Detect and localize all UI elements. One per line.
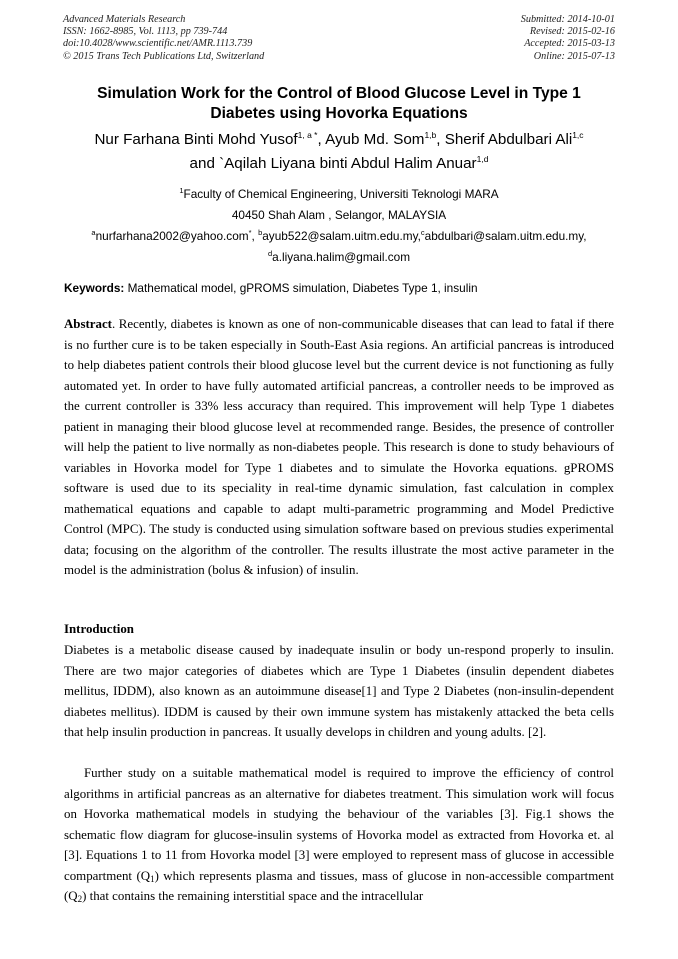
author-name: Sherif Abdulbari Ali [444, 131, 573, 148]
abstract-text: . Recently, diabetes is known as one of non-communicable diseases that can lead to fatal if there is no further cure is to be taken especially in South-East Asia regions. An artificial pancreas is introduced to help diabetes patient controls their blood glucose level but the current device is not functioning as fully automated yet. In order to have fully automated artificial pancreas, a controller needs to be improved as the current controller is 33% less accuracy than required. This improvement will help Type 1 diabetes patient in managing their blood glucose level at recommended range. Besides, the presence of controller will help the patient to live normally as non-diabetes people. This research is done to study behaviours of variables in Hovorka model for Type 1 diabetes and to simulate the Hovorka equations. gPROMS software is used due to its speciality in real-time dynamic simulation, fast calculation in complex mathematical equations and capable to adapt multi-parametric programming and Model Predictive Control (MPC). The study is conducted using simulation software based on previous studies experimental data; focusing on the algorithm of the controller. The results illustrate the most active parameter in the model is the administration (bolus & infusion) of insulin. [64, 317, 614, 577]
journal-issn: ISSN: 1662-8985, Vol. 1113, pp 739-744 [63, 26, 228, 38]
introduction-paragraph-1: Diabetes is a metabolic disease caused by inadequate insulin or body un-respond properly to insulin. There are two major categories of diabetes which are Type 1 Diabetes (insulin dependent diabetes mellitus, IDDM), also known as an autoimmune disease[1] and Type 2 Diabetes (non-insulin-dependent diabetes mellitus). IDDM is caused by their own immune system has mistakenly attacked the beta cells that help insulin production in pancreas. It usually develops in children and young adults. [2]. [64, 643, 614, 739]
author-name: Nur Farhana Binti Mohd Yusof [94, 131, 298, 148]
email-link[interactable]: a.liyana.halim@gmail.com [272, 250, 411, 264]
author-separator: , [436, 131, 445, 148]
journal-name: Advanced Materials Research [63, 14, 186, 25]
keywords [64, 281, 616, 295]
keywords-text: Mathematical model, gPROMS simulation, Diabetes Type 1, insulin [124, 281, 478, 295]
paper-title [60, 84, 618, 124]
author-list [40, 128, 638, 176]
affil-mark: 1 [179, 186, 184, 195]
affiliation-line-1 [40, 184, 638, 205]
paragraph-text: ) which represents plasma and tissues, mass of glucose in non-accessible compartment (Q [64, 868, 614, 903]
corresponding-mark: * [248, 228, 252, 237]
author-affil-mark: 1,c [572, 130, 584, 140]
date-submitted: Submitted: 2014-10-01 [520, 14, 615, 25]
author-name: `Aqilah Liyana binti Abdul Halim Anuar [219, 155, 477, 172]
date-revised: Revised: 2015-02-16 [529, 26, 615, 38]
abstract [64, 314, 614, 581]
email-link[interactable]: nurfarhana2002@yahoo.com [95, 229, 249, 243]
author-affil-mark: 1,b [424, 130, 437, 140]
affiliation-address: 40450 Shah Alam , Selangor, MALAYSIA [231, 208, 447, 222]
section-heading-introduction: Introduction [64, 622, 134, 636]
author-affil-mark: 1,d [476, 154, 489, 164]
author-separator: , [317, 131, 326, 148]
abstract-label: Abstract [64, 317, 112, 331]
email-link[interactable]: abdulbari@salam.uitm.edu.my, [424, 229, 587, 243]
paragraph-text: Further study on a suitable mathematical model is required to improve the efficiency of control algorithms in artificial pancreas as an alternative for diabetes treatment. This simulation work will focus on Hovorka mathematical models in studying the behaviour of the variables [3]. Fig.1 shows the schematic flow diagram for glucose-insulin systems of Hovorka model as extracted from Hovorka et. al [3]. Equations 1 to 11 from Hovorka model [3] were employed to represent mass of glucose in accessible compartment (Q [64, 766, 614, 883]
subscript: 2 [77, 894, 83, 904]
date-online: Online: 2015-07-13 [533, 50, 615, 62]
author-line-2 [40, 152, 638, 176]
paper-title-line-2: Diabetes using Hovorka Equations [210, 105, 468, 122]
email-mark: d [267, 249, 273, 258]
journal-doi: doi:10.4028/www.scientific.net/AMR.1113.739 [63, 38, 253, 50]
author-conjunction: and [189, 155, 220, 172]
email-mark: c [420, 228, 425, 237]
affiliation-emails: $^a$nurfarhana2002@yahoo.com*, $^b$ayub522@salam.uitm.edu.my,$^c$abdulbari@salam.uitm.edu.my, [91, 228, 587, 243]
email-mark: b [258, 228, 263, 237]
journal-copyright: © 2015 Trans Tech Publications Ltd, Switzerland [63, 50, 265, 62]
journal-header-right [521, 14, 615, 63]
date-accepted: Accepted: 2015-03-13 [524, 38, 615, 50]
affiliation-block [40, 184, 638, 268]
keywords-label: Keywords: [64, 281, 125, 295]
email-mark: a [91, 228, 96, 237]
journal-header-left [63, 14, 264, 63]
affiliation-emails-2 [40, 247, 638, 268]
paragraph-text: ) that contains the remaining interstitial space and the intracellular [82, 889, 424, 903]
paper-title-line-1: Simulation Work for the Control of Blood Glucose Level in Type 1 [97, 85, 581, 102]
subscript: 1 [150, 873, 155, 884]
email-link[interactable]: ayub522@salam.uitm.edu.my, [262, 229, 421, 243]
introduction-paragraph-2 [64, 763, 614, 907]
affiliation-name: Faculty of Chemical Engineering, Universiti Teknologi MARA [183, 187, 499, 201]
author-name: Ayub Md. Som [325, 131, 425, 148]
author-line-1 [40, 128, 638, 152]
author-affil-mark: 1, a * [297, 130, 318, 140]
